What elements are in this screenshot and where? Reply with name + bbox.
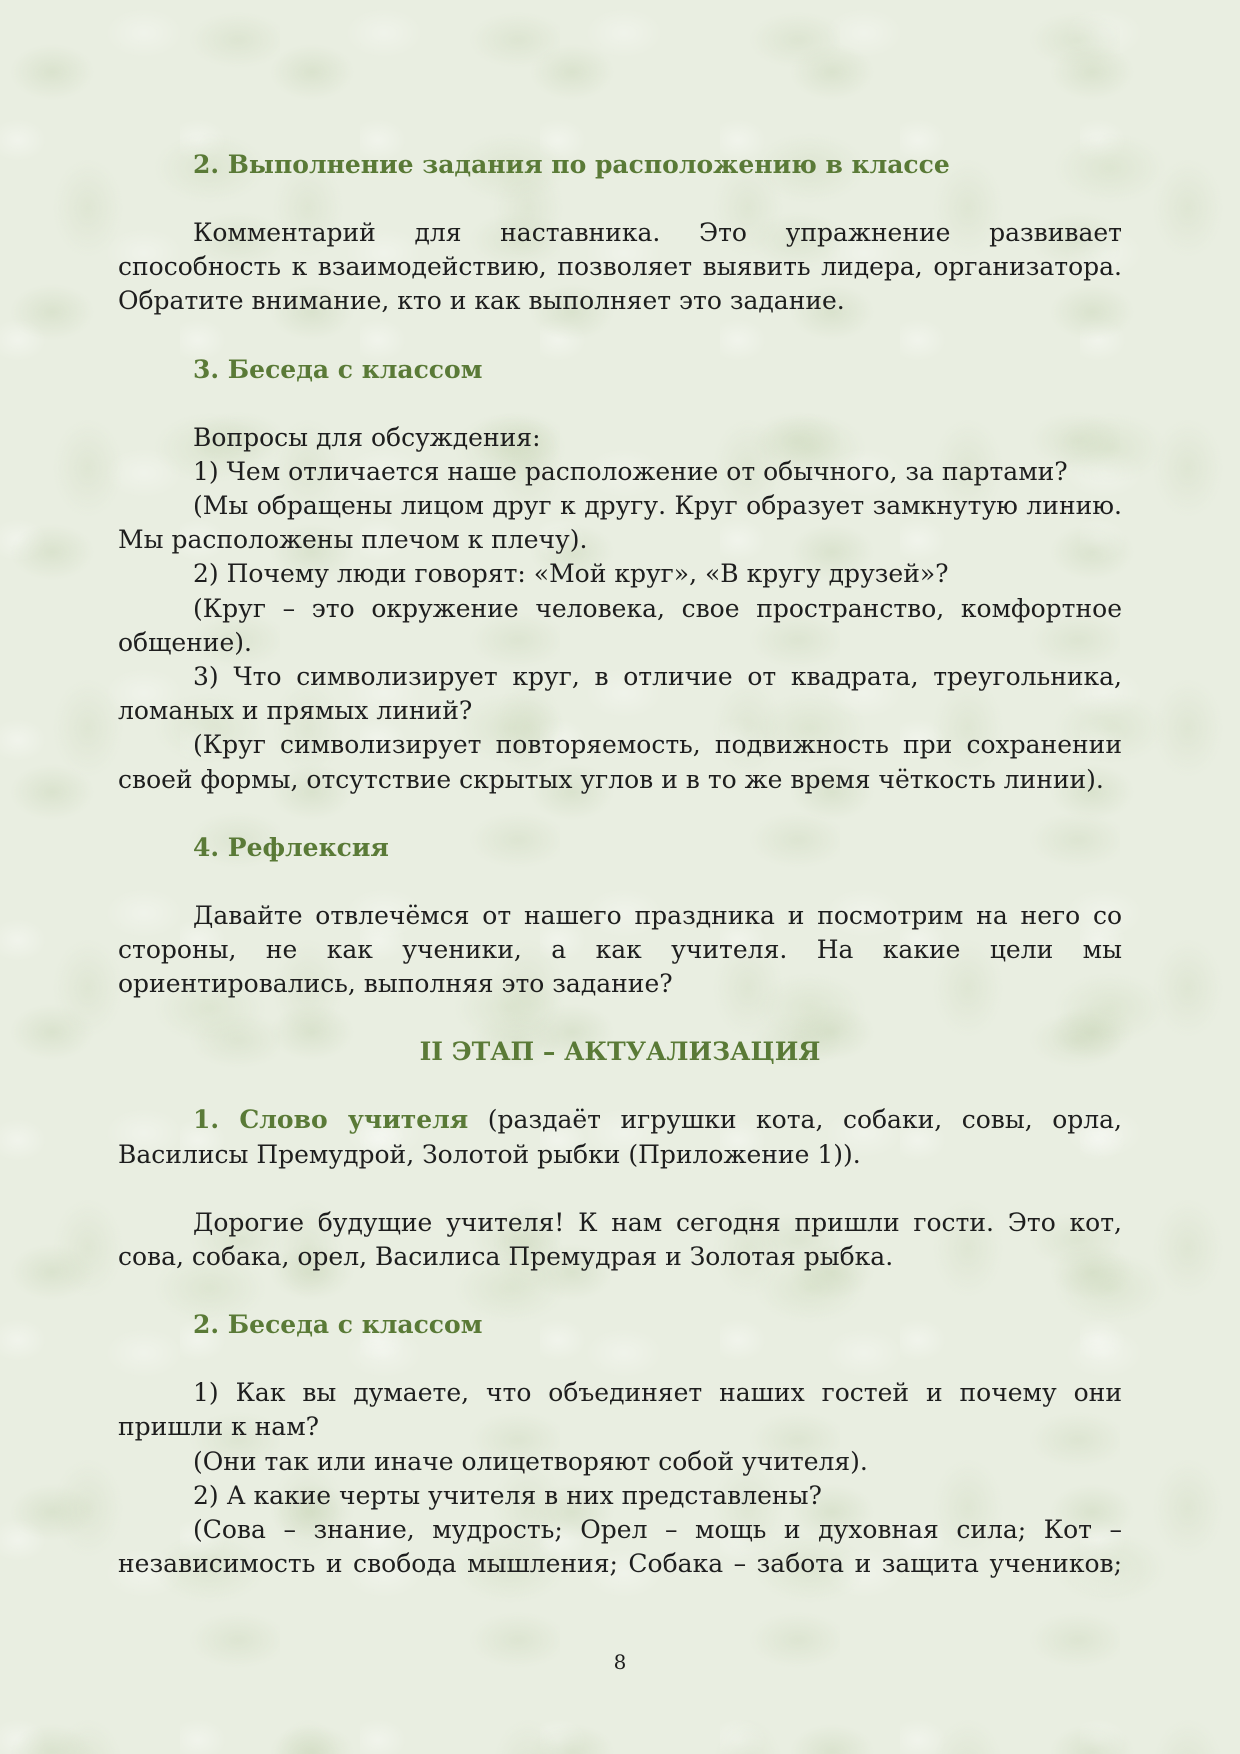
stage-heading: II ЭТАП – АКТУАЛИЗАЦИЯ: [419, 1037, 821, 1067]
page-number: 8: [613, 1650, 627, 1674]
teacher-word-text: (раздаёт игрушки кота, собаки, совы, орла, Василисы Премудрой, Золотой рыбки (Приложение 1)).: [118, 1105, 1122, 1169]
answer-3: (Круг символизирует повторяемость, подвижность при сохранении своей формы, отсутствие скрытых углов и в то же время чёткость линии).: [118, 730, 1122, 794]
section-3-heading: 3. Беседа с классом: [193, 354, 483, 384]
conversation-answer-2: (Сова – знание, мудрость; Орел – мощь и духовная сила; Кот – независимость и свобода мышления; Собака – забота и защита учеников;: [118, 1515, 1122, 1579]
greeting-text: Дорогие будущие учителя! К нам сегодня пришли гости. Это кот, сова, собака, орел, Василиса Премудрая и Золотая рыбка.: [118, 1207, 1122, 1272]
reflection-text: Давайте отвлечёмся от нашего праздника и посмотрим на него со стороны, не как ученики, а как учителя. На какие цели мы ориентировались, выполняя это задание?: [118, 900, 1122, 999]
teacher-word-paragraph: [118, 1103, 1122, 1171]
spacer: [118, 1274, 1122, 1308]
spacer: [118, 182, 1122, 216]
conversation-question-2: 2) А какие черты учителя в них представлены?: [193, 1480, 822, 1510]
answer-1: (Мы обращены лицом друг к другу. Круг образует замкнутую линию. Мы расположены плечом к плечу).: [118, 491, 1122, 555]
answer-2: (Круг – это окружение человека, свое пространство, комфортное общение).: [118, 593, 1122, 657]
conversation-heading: 2. Беседа с классом: [193, 1310, 483, 1340]
conversation-question-1: 1) Как вы думаете, что объединяет наших гостей и почему они пришли к нам?: [118, 1378, 1122, 1442]
section-4-heading: 4. Рефлексия: [193, 832, 389, 862]
conversation-answer-1: (Они так или иначе олицетворяют собой учителя).: [193, 1446, 868, 1476]
spacer: [118, 1001, 1122, 1035]
spacer: [118, 1069, 1122, 1103]
spacer: [118, 865, 1122, 899]
questions-intro: Вопросы для обсуждения:: [193, 422, 541, 452]
spacer: [118, 797, 1122, 831]
spacer: [118, 1342, 1122, 1376]
teacher-word-heading: 1. Слово учителя: [193, 1105, 469, 1135]
spacer: [118, 387, 1122, 421]
question-2: 2) Почему люди говорят: «Мой круг», «В кругу друзей»?: [193, 559, 949, 589]
document-page: [118, 148, 1122, 1581]
mentor-comment: Комментарий для наставника. Это упражнение развивает способность к взаимодействию, позволяет выявить лидера, организатора. Обратите внимание, кто и как выполняет это задание.: [118, 218, 1122, 316]
spacer: [118, 1172, 1122, 1206]
spacer: [118, 319, 1122, 353]
question-1: 1) Чем отличается наше расположение от обычного, за партами?: [193, 456, 1068, 486]
section-2-heading: 2. Выполнение задания по расположению в классе: [193, 150, 950, 179]
question-3: 3) Что символизирует круг, в отличие от квадрата, треугольника, ломаных и прямых линий?: [118, 662, 1122, 726]
